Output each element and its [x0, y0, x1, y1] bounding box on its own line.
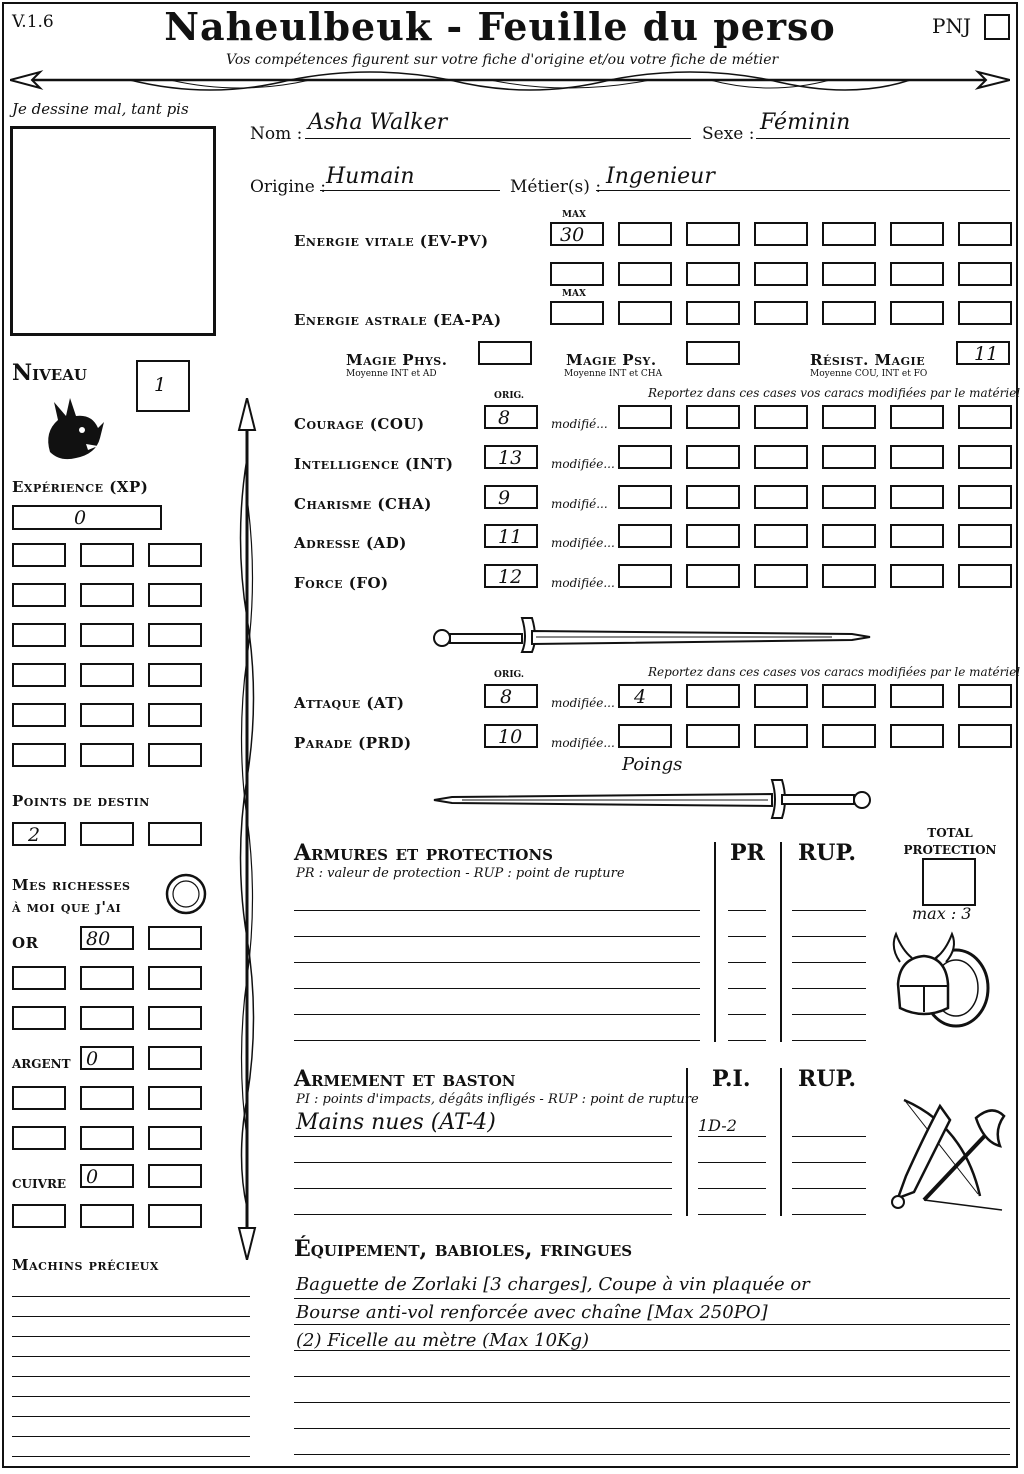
resist-magie-box[interactable]: [956, 341, 1010, 365]
ev-label: Energie vitale (EV-PV): [294, 232, 489, 250]
ev-max-label: MAX: [562, 210, 586, 220]
armures-col-pr: PR: [730, 840, 765, 866]
carac-mod-3-box-5[interactable]: [890, 524, 944, 548]
page-subtitle: Vos compétences figurent sur votre fiche d'origine et/ou votre fiche de métier: [226, 52, 779, 68]
xp-box-14[interactable]: [80, 703, 134, 727]
argent-extra-box-6[interactable]: [148, 1126, 202, 1150]
armement-pi-line-2[interactable]: [698, 1162, 766, 1163]
page-title: Naheulbeuk - Feuille du perso: [164, 4, 836, 49]
armure-rup-line-6[interactable]: [792, 1040, 866, 1041]
argent-box-1[interactable]: [80, 1046, 134, 1070]
cuivre-label: CUIVRE: [12, 1177, 67, 1191]
carac-mod-label-2: modifié...: [551, 497, 608, 511]
carac-mod-4-box-6[interactable]: [958, 564, 1012, 588]
argent-box-2[interactable]: [148, 1046, 202, 1070]
carac-mod-1-box-2[interactable]: [686, 445, 740, 469]
xp-box-4[interactable]: [12, 583, 66, 607]
ea-max-label: MAX: [562, 289, 586, 299]
carac-mod-1-box-5[interactable]: [890, 445, 944, 469]
machins-line-1[interactable]: [12, 1296, 250, 1297]
carac-mod-0-box-3[interactable]: [754, 405, 808, 429]
niveau-label: Niveau: [12, 360, 87, 386]
armure-line-1[interactable]: [294, 910, 700, 911]
attaque-label: Attaque (AT): [294, 694, 405, 712]
or-extra-box-1[interactable]: [12, 966, 66, 990]
parade-mod-box-5[interactable]: [890, 724, 944, 748]
machins-line-2[interactable]: [12, 1316, 250, 1317]
combat-orig-label: ORIG.: [494, 670, 525, 680]
attaque-mod-value: 4: [634, 686, 647, 708]
destin-label: Points de destin: [12, 792, 150, 810]
nom-label: Nom :: [250, 124, 303, 144]
richesses-label-line1: Mes richesses: [12, 876, 131, 894]
machins-line-8[interactable]: [12, 1436, 250, 1437]
armure-rup-line-4[interactable]: [792, 988, 866, 989]
ea-label: Energie astrale (EA-PA): [294, 311, 502, 329]
equipement-ruled-line-3[interactable]: [294, 1350, 1010, 1351]
metier-line: [596, 190, 1010, 191]
weapon-1-name[interactable]: Mains nues (AT-4): [296, 1110, 496, 1135]
carac-label-3: Adresse (AD): [294, 534, 407, 552]
carac-orig-box-0[interactable]: [484, 405, 538, 429]
armement-line-2[interactable]: [294, 1162, 672, 1163]
argent-extra-box-2[interactable]: [80, 1086, 134, 1110]
or-box-2[interactable]: [148, 926, 202, 950]
ev-row1-box-3[interactable]: [754, 222, 808, 246]
parade-label: Parade (PRD): [294, 734, 412, 752]
armure-pr-line-5[interactable]: [728, 1014, 766, 1015]
sexe-label: Sexe :: [702, 124, 755, 144]
metier-label: Métier(s) :: [510, 177, 602, 197]
machins-line-3[interactable]: [12, 1336, 250, 1337]
cuivre-extra-box-3[interactable]: [148, 1204, 202, 1228]
or-box-1[interactable]: [80, 926, 134, 950]
machins-line-9[interactable]: [12, 1456, 250, 1457]
experience-label: Expérience (XP): [12, 478, 149, 496]
carac-mod-1-box-6[interactable]: [958, 445, 1012, 469]
carac-orig-box-1[interactable]: [484, 445, 538, 469]
carac-label-0: Courage (COU): [294, 415, 425, 433]
xp-box-13[interactable]: [12, 703, 66, 727]
ea-row-box-3[interactable]: [754, 301, 808, 325]
armement-sub: PI : points d'impacts, dégâts infligés - RUP : point de rupture: [296, 1092, 699, 1107]
attaque-mod-box-2[interactable]: [754, 684, 808, 708]
attaque-mod-box-1[interactable]: [686, 684, 740, 708]
ea-max-box[interactable]: [550, 301, 604, 325]
equipement-ruled-line-6[interactable]: [294, 1428, 1010, 1429]
attaque-mod-box-1[interactable]: [618, 684, 672, 708]
attaque-mod-box-4[interactable]: [890, 684, 944, 708]
carac-mod-0-box-4[interactable]: [822, 405, 876, 429]
sword-icon-1: [432, 612, 872, 654]
carac-orig-box-3[interactable]: [484, 524, 538, 548]
magie-psy-box[interactable]: [686, 341, 740, 365]
carac-mod-label-4: modifiée...: [551, 576, 615, 590]
carac-mod-4-box-1[interactable]: [618, 564, 672, 588]
parade-mod-box-4[interactable]: [822, 724, 876, 748]
carac-mod-4-box-3[interactable]: [754, 564, 808, 588]
cuivre-box-1[interactable]: [80, 1164, 134, 1188]
coin-icon: [164, 872, 208, 916]
ea-row-box-2[interactable]: [686, 301, 740, 325]
parade-mod-box-6[interactable]: [958, 724, 1012, 748]
armure-pr-line-3[interactable]: [728, 962, 766, 963]
equipement-ruled-line-1[interactable]: [294, 1298, 1010, 1299]
ev-max-box[interactable]: [550, 222, 604, 246]
dragon-icon: [40, 392, 106, 464]
carac-mod-0-box-5[interactable]: [890, 405, 944, 429]
armures-col-rup: RUP.: [798, 840, 857, 866]
armement-rup-line-4[interactable]: [792, 1214, 866, 1215]
armement-pi-line-1[interactable]: [698, 1136, 766, 1137]
carac-mod-1-box-4[interactable]: [822, 445, 876, 469]
attaque-mod-box-3[interactable]: [822, 684, 876, 708]
or-value: 80: [86, 928, 111, 950]
carac-orig-value-0: 8: [498, 407, 511, 429]
cuivre-box-2[interactable]: [148, 1164, 202, 1188]
parade-mod-box-1[interactable]: [618, 724, 672, 748]
carac-mod-0-box-6[interactable]: [958, 405, 1012, 429]
attaque-orig-box[interactable]: [484, 684, 538, 708]
portrait-caption: Je dessine mal, tant pis: [12, 100, 189, 118]
xp-box-10[interactable]: [12, 663, 66, 687]
sexe-line: [756, 138, 1010, 139]
xp-box-2[interactable]: [80, 543, 134, 567]
xp-box-16[interactable]: [12, 743, 66, 767]
ev-row2-box-6[interactable]: [890, 262, 944, 286]
xp-box-6[interactable]: [148, 583, 202, 607]
nom-line: [305, 138, 691, 139]
combat-note: Reportez dans ces cases vos caracs modifiées par le matériel: [648, 665, 1021, 679]
argent-extra-box-4[interactable]: [12, 1126, 66, 1150]
total-protection-label-2: PROTECTION: [903, 843, 997, 857]
carac-mod-4-box-2[interactable]: [686, 564, 740, 588]
machins-line-4[interactable]: [12, 1356, 250, 1357]
armures-sub: PR : valeur de protection - RUP : point de rupture: [296, 866, 625, 881]
or-label: OR: [12, 934, 39, 952]
equipement-line-3[interactable]: (2) Ficelle au mètre (Max 10Kg): [296, 1330, 590, 1351]
origine-value[interactable]: Humain: [326, 164, 415, 189]
carac-mod-3-box-4[interactable]: [822, 524, 876, 548]
xp-box-3[interactable]: [148, 543, 202, 567]
or-extra-box-6[interactable]: [148, 1006, 202, 1030]
equipement-ruled-line-7[interactable]: [294, 1454, 1010, 1455]
ev-row2-box-1[interactable]: [550, 262, 604, 286]
sexe-value[interactable]: Féminin: [760, 110, 851, 135]
experience-box[interactable]: [12, 505, 162, 530]
cuivre-extra-box-1[interactable]: [12, 1204, 66, 1228]
ev-row1-box-5[interactable]: [890, 222, 944, 246]
carac-mod-2-box-4[interactable]: [822, 485, 876, 509]
armement-col-divider-1: [686, 1068, 688, 1216]
parade-mod-box-2[interactable]: [686, 724, 740, 748]
equipement-line-2[interactable]: Bourse anti-vol renforcée avec chaîne [Max 250PO]: [296, 1302, 768, 1323]
resist-magie-sub: Moyenne COU, INT et FO: [810, 369, 928, 379]
carac-mod-2-box-3[interactable]: [754, 485, 808, 509]
richesses-label-line2: à moi que j'ai: [12, 898, 122, 916]
carac-mod-0-box-2[interactable]: [686, 405, 740, 429]
machins-line-7[interactable]: [12, 1416, 250, 1417]
argent-label: ARGENT: [12, 1057, 71, 1071]
armure-rup-line-1[interactable]: [792, 910, 866, 911]
parade-orig-value: 10: [498, 726, 523, 748]
ev-row1-box-4[interactable]: [822, 222, 876, 246]
armure-rup-line-2[interactable]: [792, 936, 866, 937]
armement-col-pi: P.I.: [712, 1066, 751, 1092]
portrait-box[interactable]: [10, 126, 216, 336]
destin-box-3[interactable]: [148, 822, 202, 846]
or-extra-box-5[interactable]: [80, 1006, 134, 1030]
ev-row1-box-6[interactable]: [958, 222, 1012, 246]
carac-mod-3-box-2[interactable]: [686, 524, 740, 548]
resist-magie-label: Résist. Magie: [810, 351, 926, 369]
armure-pr-line-4[interactable]: [728, 988, 766, 989]
carac-orig-value-1: 13: [498, 447, 523, 469]
machins-line-6[interactable]: [12, 1396, 250, 1397]
armement-rup-line-2[interactable]: [792, 1162, 866, 1163]
poings-note: Poings: [622, 754, 683, 775]
equipement-ruled-line-4[interactable]: [294, 1376, 1010, 1377]
attaque-orig-value: 8: [500, 686, 513, 708]
equipement-title: Équipement, babioles, fringues: [294, 1236, 633, 1262]
niveau-box[interactable]: [136, 360, 190, 412]
pnj-label: PNJ: [932, 14, 971, 38]
magie-psy-sub: Moyenne INT et CHA: [564, 369, 663, 379]
carac-mod-2-box-1[interactable]: [618, 485, 672, 509]
niveau-value: 1: [154, 374, 167, 396]
ea-row-box-6[interactable]: [958, 301, 1012, 325]
magie-phys-sub: Moyenne INT et AD: [346, 369, 437, 379]
resist-magie-value: 11: [974, 343, 999, 365]
max-note: max : 3: [912, 904, 972, 923]
carac-mod-2-box-2[interactable]: [686, 485, 740, 509]
carac-mod-4-box-5[interactable]: [890, 564, 944, 588]
armement-rup-line-1[interactable]: [792, 1136, 866, 1137]
armement-rup-line-3[interactable]: [792, 1188, 866, 1189]
armure-line-5[interactable]: [294, 1014, 700, 1015]
armement-line-1[interactable]: [294, 1136, 672, 1137]
xp-box-9[interactable]: [148, 623, 202, 647]
version-label: V.1.6: [12, 12, 54, 32]
carac-mod-4-box-4[interactable]: [822, 564, 876, 588]
armure-line-6[interactable]: [294, 1040, 700, 1041]
argent-extra-box-1[interactable]: [12, 1086, 66, 1110]
total-protection-box[interactable]: [922, 858, 976, 906]
origine-line: [320, 190, 500, 191]
origine-label: Origine :: [250, 177, 326, 197]
armure-pr-line-6[interactable]: [728, 1040, 766, 1041]
carac-mod-3-box-3[interactable]: [754, 524, 808, 548]
or-extra-box-3[interactable]: [148, 966, 202, 990]
armement-pi-line-4[interactable]: [698, 1214, 766, 1215]
xp-box-7[interactable]: [12, 623, 66, 647]
equipement-ruled-line-2[interactable]: [294, 1324, 1010, 1325]
ev-row2-box-4[interactable]: [754, 262, 808, 286]
argent-extra-box-3[interactable]: [148, 1086, 202, 1110]
armement-line-4[interactable]: [294, 1214, 672, 1215]
ev-max-value: 30: [560, 224, 585, 246]
carac-mod-3-box-6[interactable]: [958, 524, 1012, 548]
ev-row2-box-2[interactable]: [618, 262, 672, 286]
armures-col-divider-2: [780, 842, 782, 1042]
armement-col-rup: RUP.: [798, 1066, 857, 1092]
armement-pi-line-3[interactable]: [698, 1188, 766, 1189]
carac-orig-value-2: 9: [498, 487, 511, 509]
carac-orig-box-2[interactable]: [484, 485, 538, 509]
armure-rup-line-5[interactable]: [792, 1014, 866, 1015]
metier-value[interactable]: Ingenieur: [606, 164, 715, 189]
carac-mod-0-box-1[interactable]: [618, 405, 672, 429]
carac-mod-1-box-3[interactable]: [754, 445, 808, 469]
armure-rup-line-3[interactable]: [792, 962, 866, 963]
experience-value: 0: [74, 507, 87, 529]
carac-mod-2-box-5[interactable]: [890, 485, 944, 509]
carac-orig-value-4: 12: [498, 566, 523, 588]
nom-value[interactable]: Asha Walker: [308, 110, 448, 135]
xp-box-18[interactable]: [148, 743, 202, 767]
carac-mod-1-box-1[interactable]: [618, 445, 672, 469]
magie-psy-label: Magie Psy.: [566, 351, 657, 369]
or-extra-box-2[interactable]: [80, 966, 134, 990]
armures-title: Armures et protections: [294, 840, 553, 866]
sword-icon-2: [432, 778, 872, 820]
ev-row2-box-5[interactable]: [822, 262, 876, 286]
xp-box-15[interactable]: [148, 703, 202, 727]
xp-box-1[interactable]: [12, 543, 66, 567]
armure-line-4[interactable]: [294, 988, 700, 989]
cuivre-extra-box-2[interactable]: [80, 1204, 134, 1228]
equipement-ruled-line-5[interactable]: [294, 1402, 1010, 1403]
xp-box-17[interactable]: [80, 743, 134, 767]
carac-orig-box-4[interactable]: [484, 564, 538, 588]
caracs-orig-label: ORIG.: [494, 391, 525, 401]
cuivre-value: 0: [86, 1166, 99, 1188]
armures-col-divider-1: [714, 842, 716, 1042]
xp-box-5[interactable]: [80, 583, 134, 607]
carac-mod-2-box-6[interactable]: [958, 485, 1012, 509]
ea-row-box-4[interactable]: [822, 301, 876, 325]
carac-label-4: Force (FO): [294, 574, 389, 592]
attaque-mod-label: modifiée...: [551, 696, 615, 710]
carac-mod-label-0: modifié...: [551, 417, 608, 431]
caracs-note: Reportez dans ces cases vos caracs modifiées par le matériel: [648, 386, 1021, 400]
carac-label-2: Charisme (CHA): [294, 495, 432, 513]
armement-line-3[interactable]: [294, 1188, 672, 1189]
ev-row1-box-2[interactable]: [686, 222, 740, 246]
destin-box-2[interactable]: [80, 822, 134, 846]
machins-line-5[interactable]: [12, 1376, 250, 1377]
ea-row-box-1[interactable]: [618, 301, 672, 325]
xp-box-11[interactable]: [80, 663, 134, 687]
armure-line-2[interactable]: [294, 936, 700, 937]
magie-phys-label: Magie Phys.: [346, 351, 448, 369]
ev-row2-box-3[interactable]: [686, 262, 740, 286]
machins-label: Machins précieux: [12, 1256, 159, 1274]
helmet-shield-icon: [888, 928, 1000, 1036]
or-extra-box-4[interactable]: [12, 1006, 66, 1030]
carac-orig-value-3: 11: [498, 526, 523, 548]
armement-col-divider-2: [780, 1068, 782, 1216]
ev-row1-box-1[interactable]: [618, 222, 672, 246]
carac-mod-label-3: modifiée...: [551, 536, 615, 550]
carac-mod-label-1: modifiée...: [551, 457, 615, 471]
parade-mod-box-3[interactable]: [754, 724, 808, 748]
total-protection-label-1: TOTAL: [927, 826, 973, 840]
pnj-checkbox[interactable]: [984, 14, 1010, 40]
armure-pr-line-1[interactable]: [728, 910, 766, 911]
armement-title: Armement et baston: [294, 1066, 516, 1092]
armure-pr-line-2[interactable]: [728, 936, 766, 937]
carac-label-1: Intelligence (INT): [294, 455, 454, 473]
armure-line-3[interactable]: [294, 962, 700, 963]
parade-orig-box[interactable]: [484, 724, 538, 748]
xp-box-12[interactable]: [148, 663, 202, 687]
crossed-weapons-icon: [884, 1096, 1008, 1216]
carac-mod-3-box-1[interactable]: [618, 524, 672, 548]
spear-divider-ornament: [230, 398, 264, 1260]
magie-phys-box[interactable]: [478, 341, 532, 365]
weapon-1-pi[interactable]: 1D-2: [698, 1116, 737, 1135]
destin-box-1[interactable]: [12, 822, 66, 846]
xp-box-8[interactable]: [80, 623, 134, 647]
ev-row2-box-7[interactable]: [958, 262, 1012, 286]
parade-mod-label: modifiée...: [551, 736, 615, 750]
ea-row-box-5[interactable]: [890, 301, 944, 325]
argent-value: 0: [86, 1048, 99, 1070]
argent-extra-box-5[interactable]: [80, 1126, 134, 1150]
equipement-line-1[interactable]: Baguette de Zorlaki [3 charges], Coupe à vin plaquée or: [296, 1274, 810, 1295]
attaque-mod-box-5[interactable]: [958, 684, 1012, 708]
destin-value: 2: [28, 824, 41, 846]
